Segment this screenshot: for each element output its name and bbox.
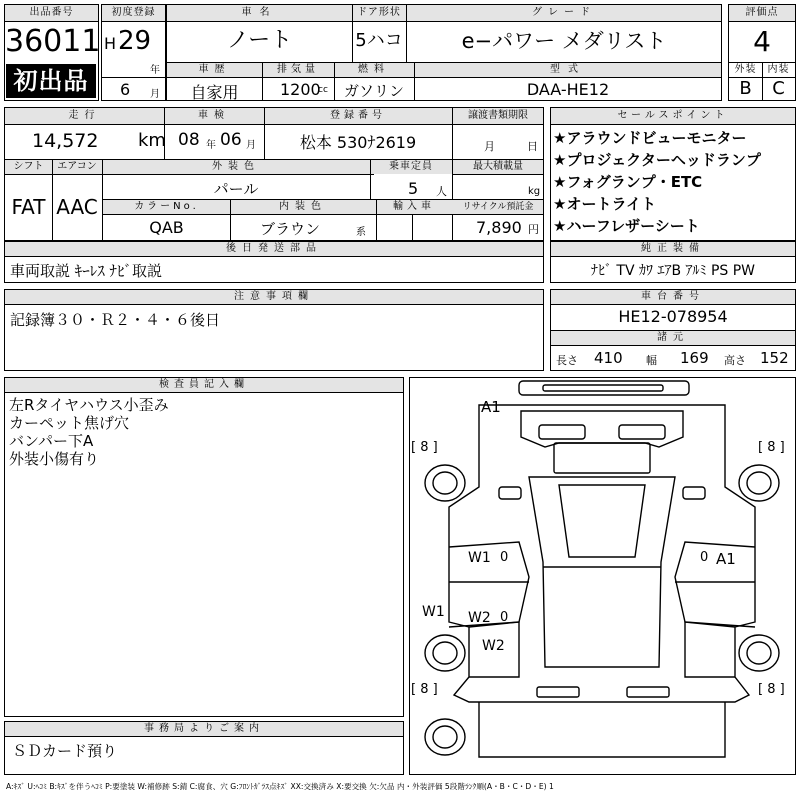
- capacity-unit: 人: [436, 185, 447, 198]
- shift: FAT: [11, 195, 46, 219]
- load-unit: kg: [528, 186, 541, 197]
- recycle-unit: 円: [528, 223, 539, 236]
- equipment: ﾅﾋﾞ TV ｶﾜ ｴｱB ｱﾙﾐ PS PW: [590, 263, 756, 279]
- car-diagram: [409, 377, 796, 775]
- inspector-label: 検査員記入欄: [159, 379, 249, 390]
- mark-zero-b: 0: [500, 610, 509, 625]
- displacement: 1200: [280, 80, 321, 99]
- first-reg-month-unit: 月: [150, 89, 160, 100]
- first-listing-badge: [6, 64, 96, 98]
- inspector-line-2: カーペット焦げ穴: [9, 414, 130, 432]
- fuel-label: 燃料: [358, 64, 390, 75]
- fuel: ガソリン: [343, 82, 404, 100]
- sales-point-1: ★アラウンドビューモニター: [553, 129, 747, 147]
- interior-score-label: 内装: [767, 64, 790, 75]
- width-label: 幅: [646, 354, 657, 367]
- length: 410: [594, 349, 623, 367]
- first-reg-era: H: [104, 34, 117, 53]
- notes-label: 注意事項欄: [234, 291, 314, 302]
- first-reg-month: 6: [120, 80, 131, 99]
- legend: A:ｷｽﾞ U:ﾍｺﾐ B:ｷｽﾞを伴うﾍｺﾐ P:要塗装 W:補修跡 S:錆 C:腐食、穴 G:ﾌﾛﾝﾄｶﾞﾗｽ点ｷｽﾞ XX:交換済み X:要交換 欠:欠品 内・外装評価 5段階ﾗﾝｸ順(A・B・C・D・E) 1: [6, 782, 554, 791]
- sales-point-4: ★オートライト: [553, 195, 656, 213]
- first-reg-label: 初度登録: [111, 7, 156, 18]
- interior-color: ブラウン: [259, 220, 320, 238]
- sales-point-2: ★プロジェクターヘッドランプ: [553, 151, 761, 169]
- score-label: 評価点: [745, 7, 779, 18]
- equipment-label: 純正装備: [641, 243, 705, 254]
- tread-front-left: [ 8 ]: [411, 440, 438, 455]
- first-listing-text: 初出品: [13, 67, 89, 95]
- plate-number: 松本 530ﾅ2619: [299, 133, 417, 152]
- inspector-line-1: 左Rタイヤハウス小歪み: [9, 396, 169, 414]
- import-label: 輸入車: [393, 201, 435, 212]
- shift-label: シフト: [13, 161, 44, 172]
- inspector-line-4: 外装小傷有り: [9, 450, 100, 468]
- mark-a1-top: A1: [481, 398, 501, 416]
- model-label: 型式: [550, 64, 586, 75]
- mark-zero-right: 0: [700, 550, 709, 565]
- height-label: 高さ: [724, 354, 746, 367]
- tread-front-right: [ 8 ]: [758, 440, 785, 455]
- recycle-fee: 7,890: [476, 218, 522, 237]
- aircon: AAC: [56, 195, 98, 219]
- interior-color-label: 内装色: [279, 201, 327, 212]
- history: 自家用: [190, 83, 239, 102]
- chassis-number: HE12-078954: [618, 307, 728, 326]
- later-parts: 車両取説 ｷｰﾚｽ ﾅﾋﾞ取説: [10, 262, 163, 280]
- load-label: 最大積載量: [473, 161, 523, 172]
- exterior-score-label: 外装: [734, 64, 757, 75]
- door-type: 5ハコ: [355, 30, 403, 51]
- dims-label: 諸元: [657, 332, 689, 343]
- office-label: 事務局よりご案内: [144, 723, 264, 734]
- tread-rear-right: [ 8 ]: [758, 682, 785, 697]
- history-label: 車歴: [198, 64, 231, 75]
- plate-label: 登録番号: [330, 110, 386, 121]
- exterior-score: B: [739, 78, 752, 99]
- notes: 記録簿３０・Ｒ２・４・６後日: [10, 311, 221, 329]
- car-name: ノート: [226, 28, 293, 53]
- inspection-month: 06: [220, 130, 242, 150]
- exterior-color: パール: [213, 180, 259, 198]
- mark-a1-right: A1: [716, 550, 736, 568]
- lot-number: 36011: [5, 24, 101, 59]
- transfer-day-unit: 日: [527, 140, 538, 153]
- exterior-color-label: 外装色: [212, 161, 260, 172]
- mark-w2-b: W2: [482, 638, 505, 654]
- capacity: 5: [408, 179, 419, 198]
- inspection-year-unit: 年: [206, 140, 216, 151]
- transfer-label: 譲渡書類期限: [468, 110, 528, 121]
- chassis-label: 車台番号: [641, 291, 705, 302]
- aircon-label: エアコン: [57, 161, 97, 172]
- inspection-label: 車検: [198, 110, 230, 121]
- recycle-label: リサイクル預託金: [462, 202, 534, 212]
- mileage-label: 走行: [68, 110, 101, 121]
- mark-zero-left: 0: [500, 550, 509, 565]
- interior-color-suffix: 系: [356, 227, 366, 238]
- overall-score: 4: [753, 25, 771, 58]
- interior-score: C: [772, 78, 785, 99]
- length-label: 長さ: [556, 354, 578, 367]
- mileage-unit: km: [138, 130, 166, 151]
- grade: e−パワー メダリスト: [461, 29, 667, 53]
- mileage: 14,572: [32, 130, 99, 152]
- width: 169: [680, 349, 709, 367]
- lot-label: 出品番号: [29, 7, 74, 18]
- mark-w2-a: W2: [468, 610, 491, 626]
- sales-points-label: セールスポイント: [617, 110, 729, 121]
- inspector-line-3: バンパー下A: [9, 432, 94, 450]
- office-note: ＳＤカード預り: [12, 742, 118, 760]
- inspection-year: 08: [178, 130, 200, 150]
- sales-point-3: ★フォグランプ・ETC: [553, 173, 703, 191]
- mark-w1-left: W1: [468, 550, 491, 566]
- inspection-month-unit: 月: [246, 140, 256, 151]
- car-name-label: 車名: [241, 7, 278, 18]
- model: DAA-HE12: [526, 80, 610, 99]
- later-parts-label: 後日発送部品: [226, 243, 322, 254]
- first-reg-year: 29: [118, 26, 152, 56]
- sales-point-5: ★ハーフレザーシート: [553, 217, 700, 235]
- first-reg-year-unit: 年: [150, 65, 160, 76]
- height: 152: [760, 349, 789, 367]
- color-no-label: カラーNo.: [134, 201, 199, 212]
- tread-rear-left: [ 8 ]: [411, 682, 438, 697]
- displacement-label: 排気量: [277, 64, 319, 75]
- capacity-label: 乗車定員: [389, 161, 433, 172]
- grade-label: グレード: [532, 7, 596, 18]
- door-label: ドア形状: [357, 7, 401, 18]
- transfer-month-unit: 月: [484, 140, 495, 153]
- mark-w1-side: W1: [422, 604, 445, 620]
- displacement-unit: cc: [318, 85, 328, 95]
- color-no: QAB: [149, 218, 184, 237]
